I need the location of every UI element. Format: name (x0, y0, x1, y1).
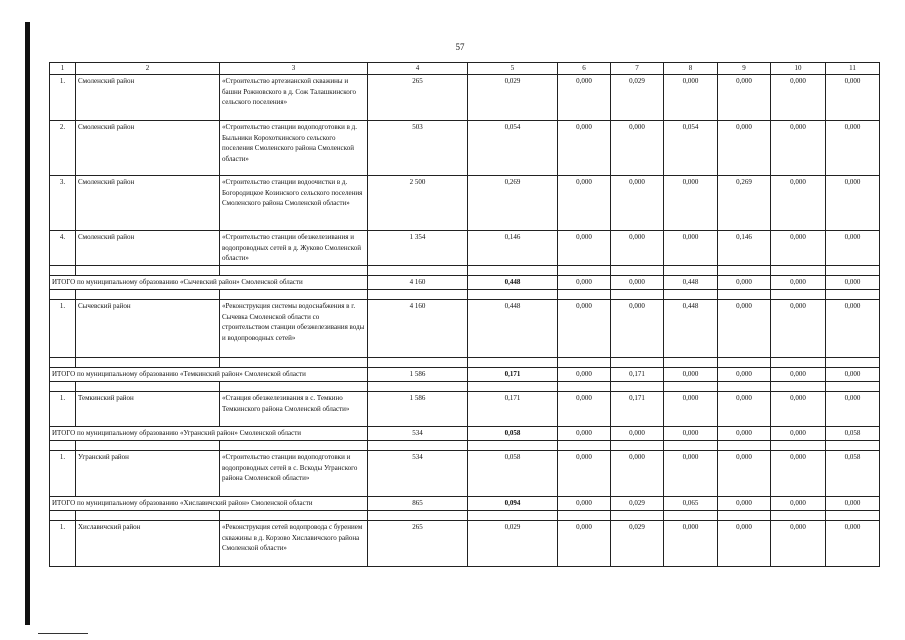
row-index: 1. (50, 300, 76, 358)
spacer-cell (611, 511, 664, 521)
total-value-cell: 534 (368, 427, 468, 441)
spacer-cell (611, 266, 664, 276)
total-value-cell: 0,000 (558, 497, 611, 511)
total-row (50, 497, 880, 511)
total-value-cell: 0,000 (771, 276, 826, 290)
table-row (50, 231, 880, 266)
total-value-cell: 0,171 (468, 368, 558, 382)
value-cell: 0,000 (826, 176, 880, 231)
total-value-cell: 0,000 (611, 427, 664, 441)
row-index: 1. (50, 521, 76, 567)
spacer-cell (50, 382, 76, 392)
total-value-cell: 0,000 (718, 497, 771, 511)
value-cell: 0,000 (718, 300, 771, 358)
value-cell: 0,000 (558, 231, 611, 266)
spacer-cell (826, 290, 880, 300)
value-cell: 0,000 (611, 121, 664, 176)
value-cell: 0,000 (558, 451, 611, 497)
header-row (50, 63, 880, 75)
total-value-cell: 0,000 (771, 368, 826, 382)
value-cell: 0,146 (468, 231, 558, 266)
spacer-cell (558, 358, 611, 368)
district-name: Сычевский район (76, 300, 220, 358)
spacer-cell (558, 441, 611, 451)
total-value-cell: 0,000 (771, 427, 826, 441)
total-value-cell: 0,000 (558, 427, 611, 441)
value-cell: 0,000 (664, 451, 718, 497)
total-row (50, 427, 880, 441)
spacer-cell (771, 290, 826, 300)
total-value-cell: 0,000 (558, 276, 611, 290)
value-cell: 0,000 (611, 300, 664, 358)
value-cell: 0,146 (718, 231, 771, 266)
district-name: Хиславичский район (76, 521, 220, 567)
value-cell: 265 (368, 521, 468, 567)
value-cell: 0,000 (771, 75, 826, 121)
total-label: ИТОГО по муниципальному образованию «Темкинский район» Смоленской области (50, 368, 368, 382)
spacer-cell (468, 441, 558, 451)
row-index: 2. (50, 121, 76, 176)
value-cell: 0,269 (718, 176, 771, 231)
spacer-cell (664, 511, 718, 521)
value-cell: 0,000 (826, 392, 880, 427)
value-cell: 0,000 (664, 392, 718, 427)
spacer-cell (718, 511, 771, 521)
total-value-cell: 0,448 (468, 276, 558, 290)
report-table (49, 62, 880, 567)
spacer-cell (368, 511, 468, 521)
value-cell: 4 160 (368, 300, 468, 358)
spacer-cell (826, 358, 880, 368)
value-cell: 265 (368, 75, 468, 121)
value-cell: 0,058 (468, 451, 558, 497)
value-cell: 0,448 (664, 300, 718, 358)
header-cell: 11 (826, 63, 880, 75)
value-cell: 0,171 (611, 392, 664, 427)
spacer-cell (76, 441, 220, 451)
table-row (50, 451, 880, 497)
value-cell: 0,029 (468, 75, 558, 121)
total-value-cell: 0,171 (611, 368, 664, 382)
spacer-row (50, 266, 880, 276)
spacer-cell (220, 358, 368, 368)
spacer-cell (50, 266, 76, 276)
spacer-cell (611, 382, 664, 392)
spacer-cell (368, 266, 468, 276)
spacer-row (50, 358, 880, 368)
spacer-cell (826, 441, 880, 451)
spacer-cell (718, 382, 771, 392)
row-index: 1. (50, 392, 76, 427)
spacer-cell (220, 266, 368, 276)
value-cell: 0,000 (826, 121, 880, 176)
spacer-cell (664, 382, 718, 392)
spacer-cell (468, 266, 558, 276)
value-cell: 534 (368, 451, 468, 497)
district-name: Темкинский район (76, 392, 220, 427)
total-label: ИТОГО по муниципальному образованию «Хиславичский район» Смоленской области (50, 497, 368, 511)
spacer-cell (664, 358, 718, 368)
spacer-cell (664, 441, 718, 451)
district-name: Смоленский район (76, 231, 220, 266)
table-row (50, 300, 880, 358)
value-cell: 0,269 (468, 176, 558, 231)
value-cell: 0,000 (826, 231, 880, 266)
spacer-cell (558, 266, 611, 276)
spacer-cell (718, 266, 771, 276)
value-cell: 0,000 (771, 121, 826, 176)
value-cell: 0,171 (468, 392, 558, 427)
spacer-cell (76, 290, 220, 300)
spacer-cell (50, 441, 76, 451)
value-cell: 0,000 (611, 231, 664, 266)
table-row (50, 521, 880, 567)
spacer-row (50, 441, 880, 451)
value-cell: 0,000 (664, 75, 718, 121)
district-name: Смоленский район (76, 75, 220, 121)
value-cell: 0,054 (468, 121, 558, 176)
total-value-cell: 0,000 (826, 368, 880, 382)
header-cell: 3 (220, 63, 368, 75)
spacer-cell (368, 358, 468, 368)
spacer-cell (771, 441, 826, 451)
spacer-row (50, 511, 880, 521)
total-value-cell: 0,058 (826, 427, 880, 441)
table-row (50, 392, 880, 427)
spacer-cell (611, 358, 664, 368)
spacer-cell (468, 290, 558, 300)
project-description: «Строительство станции водоочистки в д. Богородицкое Козинского сельского поселения Смоленского района Смоленской области» (220, 176, 368, 231)
project-description: «Строительство станции обезжелезивания и водопроводных сетей в д. Жуково Смоленской области» (220, 231, 368, 266)
header-cell: 1 (50, 63, 76, 75)
spacer-row (50, 382, 880, 392)
value-cell: 1 354 (368, 231, 468, 266)
total-value-cell: 0,000 (771, 497, 826, 511)
value-cell: 0,000 (826, 75, 880, 121)
value-cell: 0,000 (558, 176, 611, 231)
bottom-margin-mark (38, 633, 88, 634)
spacer-cell (368, 382, 468, 392)
spacer-cell (368, 441, 468, 451)
value-cell: 0,000 (771, 176, 826, 231)
spacer-cell (558, 290, 611, 300)
header-cell: 6 (558, 63, 611, 75)
value-cell: 0,000 (664, 231, 718, 266)
header-cell: 8 (664, 63, 718, 75)
spacer-cell (718, 290, 771, 300)
row-index: 1. (50, 451, 76, 497)
spacer-cell (826, 266, 880, 276)
header-cell: 7 (611, 63, 664, 75)
district-name: Угранский район (76, 451, 220, 497)
total-row (50, 368, 880, 382)
total-value-cell: 0,000 (718, 276, 771, 290)
total-value-cell: 1 586 (368, 368, 468, 382)
value-cell: 0,000 (826, 300, 880, 358)
project-description: «Станция обезжелезивания в с. Темкино Темкинского района Смоленской области» (220, 392, 368, 427)
spacer-cell (611, 290, 664, 300)
spacer-cell (826, 511, 880, 521)
spacer-cell (76, 358, 220, 368)
value-cell: 0,000 (718, 121, 771, 176)
total-row (50, 276, 880, 290)
total-value-cell: 0,000 (718, 368, 771, 382)
spacer-cell (826, 382, 880, 392)
spacer-cell (558, 511, 611, 521)
row-index: 3. (50, 176, 76, 231)
project-description: «Реконструкция системы водоснабжения в г. Сычевка Смоленской области со строительством станции обезжелезивания воды и водопроводных сетей» (220, 300, 368, 358)
total-value-cell: 0,000 (611, 276, 664, 290)
spacer-cell (664, 290, 718, 300)
spacer-cell (76, 266, 220, 276)
table-body (50, 63, 880, 567)
total-value-cell: 0,094 (468, 497, 558, 511)
total-value-cell: 0,029 (611, 497, 664, 511)
value-cell: 0,000 (771, 521, 826, 567)
value-cell: 0,000 (558, 521, 611, 567)
total-value-cell: 865 (368, 497, 468, 511)
spacer-cell (50, 290, 76, 300)
spacer-cell (771, 358, 826, 368)
value-cell: 0,000 (826, 521, 880, 567)
value-cell: 0,000 (558, 392, 611, 427)
row-index: 4. (50, 231, 76, 266)
value-cell: 0,029 (468, 521, 558, 567)
spacer-cell (220, 511, 368, 521)
spacer-cell (368, 290, 468, 300)
total-value-cell: 0,000 (718, 427, 771, 441)
value-cell: 0,000 (771, 451, 826, 497)
spacer-cell (771, 511, 826, 521)
page-number: 57 (455, 42, 465, 52)
left-margin-bar (25, 22, 30, 625)
total-value-cell: 0,000 (826, 497, 880, 511)
table-row (50, 121, 880, 176)
value-cell: 0,029 (611, 75, 664, 121)
table-row (50, 176, 880, 231)
header-cell: 4 (368, 63, 468, 75)
spacer-cell (220, 290, 368, 300)
value-cell: 0,000 (664, 176, 718, 231)
spacer-row (50, 290, 880, 300)
total-value-cell: 0,000 (664, 427, 718, 441)
total-value-cell: 0,000 (558, 368, 611, 382)
spacer-cell (468, 358, 558, 368)
spacer-cell (718, 441, 771, 451)
spacer-cell (611, 441, 664, 451)
total-value-cell: 0,448 (664, 276, 718, 290)
value-cell: 0,448 (468, 300, 558, 358)
spacer-cell (76, 382, 220, 392)
value-cell: 0,000 (558, 75, 611, 121)
spacer-cell (220, 441, 368, 451)
value-cell: 0,000 (558, 300, 611, 358)
project-description: «Строительство станции водоподготовки и водопроводных сетей в с. Вскоды Угранского района Смоленской области» (220, 451, 368, 497)
spacer-cell (558, 382, 611, 392)
value-cell: 0,029 (611, 521, 664, 567)
spacer-cell (50, 511, 76, 521)
value-cell: 0,000 (558, 121, 611, 176)
spacer-cell (76, 511, 220, 521)
value-cell: 0,058 (826, 451, 880, 497)
district-name: Смоленский район (76, 176, 220, 231)
spacer-cell (468, 382, 558, 392)
project-description: «Строительство станции водоподготовки в д. Быльники Корохоткинского сельского поселения Смоленского района Смоленской области» (220, 121, 368, 176)
spacer-cell (468, 511, 558, 521)
total-label: ИТОГО по муниципальному образованию «Сычевский район» Смоленской области (50, 276, 368, 290)
project-description: «Реконструкция сетей водопровода с бурением скважины в д. Корзово Хиславичского района Смоленской области» (220, 521, 368, 567)
value-cell: 0,000 (611, 451, 664, 497)
spacer-cell (220, 382, 368, 392)
value-cell: 1 586 (368, 392, 468, 427)
project-description: «Строительство артезианской скважины и башни Рожновского в д. Сож Талашкинского сельского поселения» (220, 75, 368, 121)
district-name: Смоленский район (76, 121, 220, 176)
spacer-cell (771, 266, 826, 276)
total-value-cell: 0,058 (468, 427, 558, 441)
header-cell: 10 (771, 63, 826, 75)
row-index: 1. (50, 75, 76, 121)
total-label: ИТОГО по муниципальному образованию «Угранский район» Смоленской области (50, 427, 368, 441)
spacer-cell (718, 358, 771, 368)
value-cell: 0,000 (771, 231, 826, 266)
total-value-cell: 4 160 (368, 276, 468, 290)
header-cell: 9 (718, 63, 771, 75)
value-cell: 0,000 (771, 392, 826, 427)
total-value-cell: 0,000 (826, 276, 880, 290)
spacer-cell (771, 382, 826, 392)
value-cell: 2 500 (368, 176, 468, 231)
spacer-cell (664, 266, 718, 276)
header-cell: 2 (76, 63, 220, 75)
value-cell: 0,000 (664, 521, 718, 567)
total-value-cell: 0,000 (664, 368, 718, 382)
spacer-cell (50, 358, 76, 368)
value-cell: 0,054 (664, 121, 718, 176)
table-row (50, 75, 880, 121)
total-value-cell: 0,065 (664, 497, 718, 511)
value-cell: 0,000 (611, 176, 664, 231)
value-cell: 503 (368, 121, 468, 176)
value-cell: 0,000 (718, 451, 771, 497)
header-cell: 5 (468, 63, 558, 75)
value-cell: 0,000 (718, 75, 771, 121)
value-cell: 0,000 (718, 392, 771, 427)
value-cell: 0,000 (718, 521, 771, 567)
value-cell: 0,000 (771, 300, 826, 358)
